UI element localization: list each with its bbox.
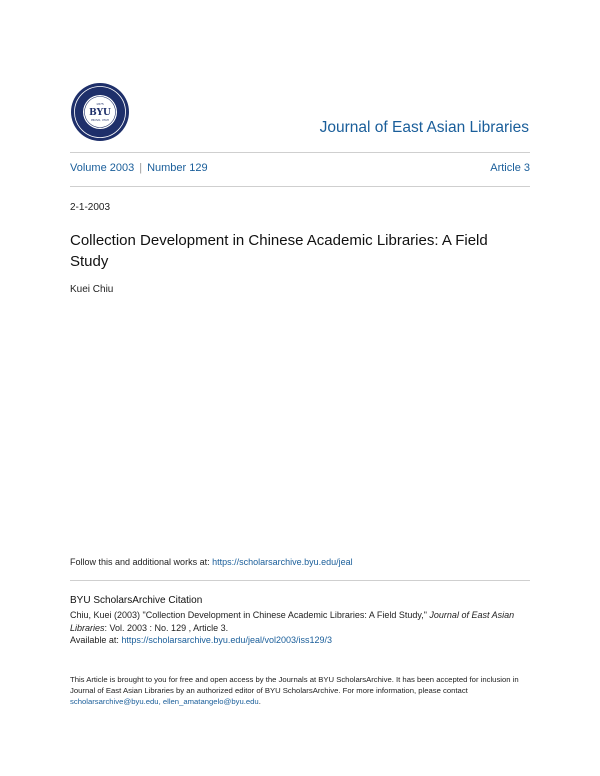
issue-meta-row xyxy=(70,162,530,174)
citation-suffix: : Vol. 2003 : No. 129 , Article 3. xyxy=(104,622,229,633)
divider-citation xyxy=(70,580,530,581)
citation-journal: Journal of East Asian Libraries xyxy=(70,610,515,633)
seal-center-text: BYU xyxy=(89,108,111,118)
journal-title-link[interactable]: Journal of East Asian Libraries xyxy=(319,119,529,136)
divider-top xyxy=(70,152,530,153)
author-name: Kuei Chiu xyxy=(70,284,114,295)
meta-separator: | xyxy=(139,162,143,174)
volume-link[interactable]: Volume 2003 xyxy=(70,162,135,174)
notice-text: This Article is brought to you for free and open access by the Journals at BYU ScholarsArchive. It has been accepted for inclusion in Journal of East Asian Libraries by an authorized editor of BYU ScholarsArchive. For more information, please contact xyxy=(70,675,519,695)
available-label: Available at: xyxy=(70,635,122,645)
citation-text xyxy=(70,609,535,647)
seal-top-text: 1875 xyxy=(96,102,104,106)
number-link[interactable]: Number 129 xyxy=(147,162,208,174)
divider-meta xyxy=(70,186,530,187)
byu-seal-logo xyxy=(70,82,130,142)
article-title: Collection Development in Chinese Academic Libraries: A Field Study xyxy=(70,232,488,270)
notice-end: . xyxy=(258,697,261,706)
publication-date: 2-1-2003 xyxy=(70,202,111,213)
access-notice xyxy=(70,674,530,707)
seal-bottom-text: PROVO, UTAH xyxy=(91,119,109,122)
follow-line xyxy=(70,557,353,567)
follow-label: Follow this and additional works at: xyxy=(70,557,213,567)
follow-link[interactable]: https://scholarsarchive.byu.edu/jeal xyxy=(212,557,353,567)
citation-heading: BYU ScholarsArchive Citation xyxy=(70,595,203,606)
article-link[interactable]: Article 3 xyxy=(490,162,530,174)
contact-email-link[interactable]: scholarsarchive@byu.edu, ellen_amatangelo@byu.edu xyxy=(70,697,259,706)
citation-prefix: Chiu, Kuei (2003) "Collection Development in Chinese Academic Libraries: A Field Study," xyxy=(70,610,430,620)
available-link[interactable]: https://scholarsarchive.byu.edu/jeal/vol2003/iss129/3 xyxy=(121,635,333,645)
